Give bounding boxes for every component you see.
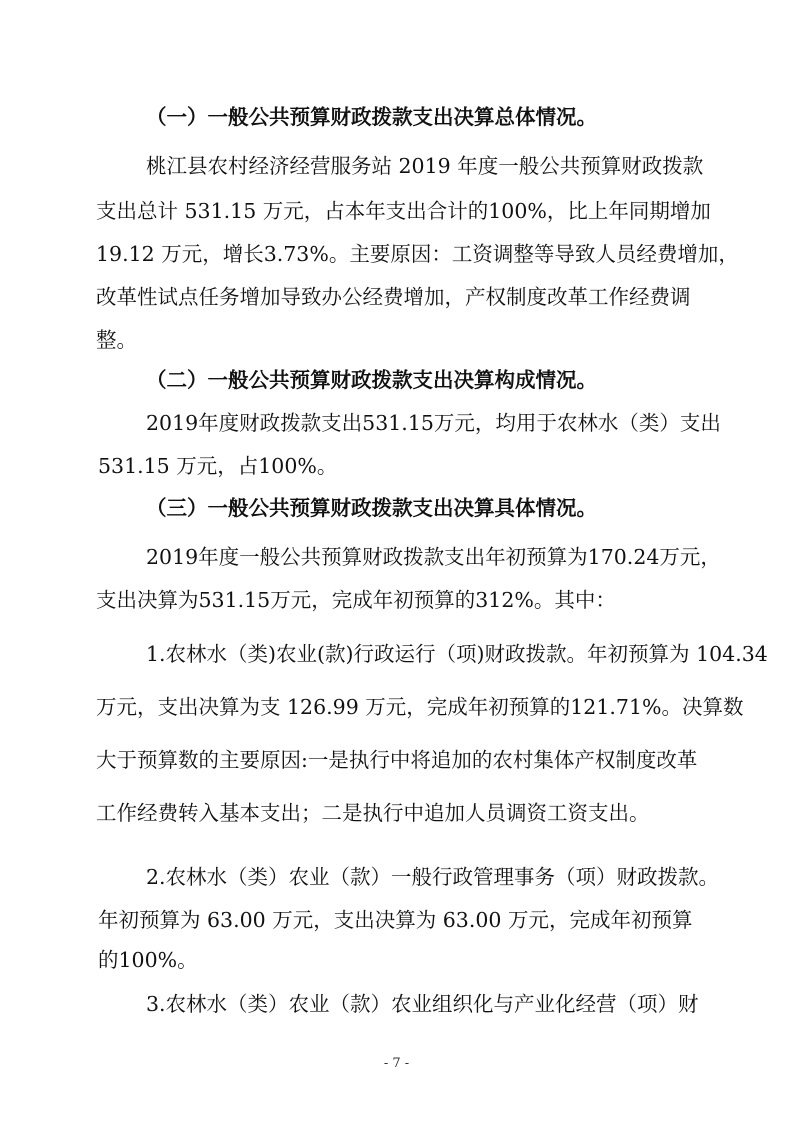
section-3-line-1: 2019年度一般公共预算财政拨款支出年初预算为170.24万元， <box>146 545 721 569</box>
section-3-line-6: 工作经费转入基本支出；二是执行中追加人员调资工资支出。 <box>96 801 650 825</box>
section-3-line-3: 1.农林水（类)农业(款)行政运行（项)财政拨款。年初预算为 104.34 <box>146 642 768 666</box>
section-3-line-9: 的100%。 <box>98 948 198 972</box>
section-3-line-7: 2.农林水（类）农业（款）一般行政管理事务（项）财政拨款。 <box>146 865 720 889</box>
section-1-line-5: 整。 <box>96 328 137 352</box>
section-3-line-10: 3.农林水（类）农业（款）农业组织化与产业化经营（项）财 <box>146 992 699 1016</box>
section-1-line-1: 桃江县农村经济经营服务站 2019 年度一般公共预算财政拨款 <box>146 154 704 178</box>
section-1-heading: （一）一般公共预算财政拨款支出决算总体情况。 <box>146 105 597 129</box>
section-2-line-2: 531.15 万元，占100%。 <box>98 454 338 478</box>
section-3-heading: （三）一般公共预算财政拨款支出决算具体情况。 <box>146 496 597 520</box>
page-number: - 7 - <box>383 1056 410 1071</box>
section-3-line-5: 大于预算数的主要原因:一是执行中将追加的农村集体产权制度改革 <box>96 748 698 772</box>
section-3-line-4: 万元，支出决算为支 126.99 万元，完成年初预算的121.71%。决算数 <box>96 695 744 719</box>
section-1-line-2: 支出总计 531.15 万元，占本年支出合计的100%，比上年同期增加 <box>96 199 711 223</box>
section-2-line-1: 2019年度财政拨款支出531.15万元，均用于农林水（类）支出 <box>146 411 721 435</box>
section-1-line-3: 19.12 万元，增长3.73%。主要原因：工资调整等导致人员经费增加， <box>96 242 739 266</box>
section-3-line-2: 支出决算为531.15万元，完成年初预算的312%。其中： <box>96 588 616 612</box>
section-2-heading: （二）一般公共预算财政拨款支出决算构成情况。 <box>146 368 597 392</box>
section-1-line-4: 改革性试点任务增加导致办公经费增加，产权制度改革工作经费调 <box>96 285 691 309</box>
section-3-line-8: 年初预算为 63.00 万元，支出决算为 63.00 万元，完成年初预算 <box>98 908 693 932</box>
